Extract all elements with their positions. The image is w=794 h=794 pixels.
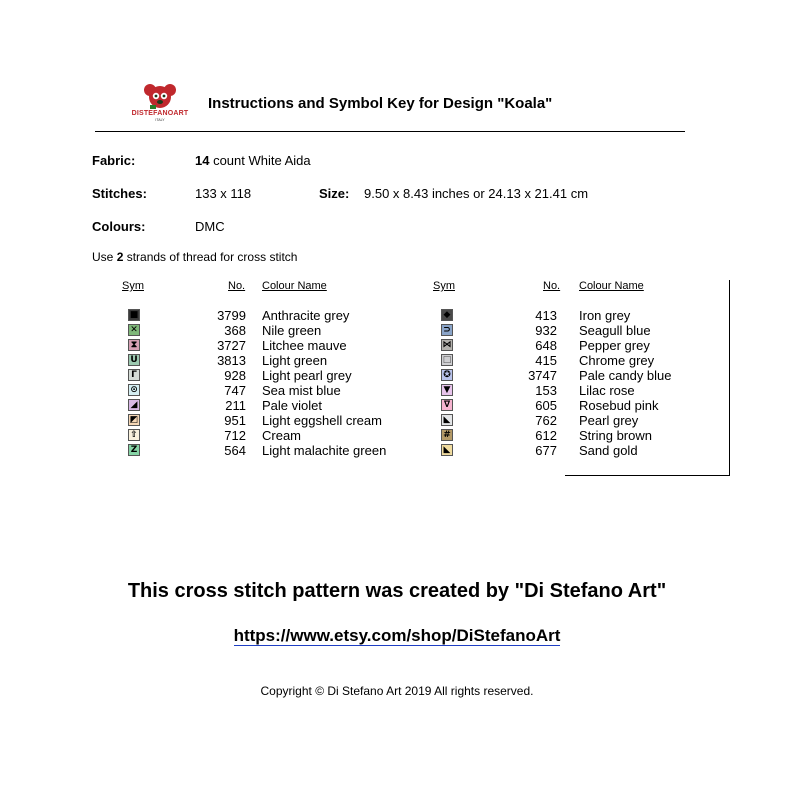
header-name-right: Colour Name xyxy=(579,280,644,292)
dmc-number: 762 xyxy=(535,413,557,428)
fabric-count: 14 xyxy=(195,153,210,168)
colour-name: Litchee mauve xyxy=(262,338,347,353)
dmc-number: 612 xyxy=(535,428,557,443)
colour-name: Light malachite green xyxy=(262,443,387,458)
stitch-symbol-icon xyxy=(441,369,453,381)
colour-name: Sea mist blue xyxy=(262,383,341,398)
colour-name: Pale candy blue xyxy=(579,368,672,383)
colour-name: Pearl grey xyxy=(579,413,639,428)
symbol-glyph: ◩ xyxy=(129,415,139,425)
dmc-number: 951 xyxy=(224,413,246,428)
colour-name: String brown xyxy=(579,428,652,443)
key-row xyxy=(122,383,422,398)
symbol-glyph: ⊃ xyxy=(443,325,451,335)
dmc-number: 368 xyxy=(224,323,246,338)
symbol-glyph: ■ xyxy=(129,310,139,320)
symbol-glyph: ⧗ xyxy=(130,340,138,350)
strands-instruction xyxy=(92,250,297,264)
key-row xyxy=(435,413,735,428)
dmc-number: 648 xyxy=(535,338,557,353)
key-row xyxy=(435,368,735,383)
symbol-glyph: ◆ xyxy=(443,310,451,320)
symbol-glyph: ◣ xyxy=(443,415,451,425)
brand-logo xyxy=(128,80,192,124)
stitch-symbol-icon xyxy=(128,309,140,321)
symbol-glyph: ◢ xyxy=(130,400,138,410)
symbol-glyph: ⋈ xyxy=(442,340,452,350)
symbol-glyph: ✕ xyxy=(130,325,138,335)
dmc-number: 415 xyxy=(535,353,557,368)
document-title: Instructions and Symbol Key for Design "Koala" xyxy=(208,95,553,112)
fabric-type: count White Aida xyxy=(209,153,311,168)
stitch-symbol-icon xyxy=(128,429,140,441)
key-row xyxy=(122,323,422,338)
shop-link-text[interactable]: https://www.etsy.com/shop/DiStefanoArt xyxy=(233,626,561,645)
stitch-symbol-icon xyxy=(128,384,140,396)
dmc-number: 211 xyxy=(225,398,246,413)
stitch-symbol-icon xyxy=(128,444,140,456)
stitch-symbol-icon xyxy=(441,444,453,456)
stitch-symbol-icon xyxy=(441,399,453,411)
stitch-symbol-icon xyxy=(128,324,140,336)
brand-name: DISTEFANOART xyxy=(131,110,189,117)
colour-name: Light pearl grey xyxy=(262,368,352,383)
colours-value: DMC xyxy=(195,219,225,234)
dmc-number: 747 xyxy=(224,383,246,398)
dmc-number: 153 xyxy=(535,383,557,398)
key-row xyxy=(435,443,735,458)
dmc-number: 3727 xyxy=(217,338,246,353)
stitch-symbol-icon xyxy=(128,354,140,366)
stitch-symbol-icon xyxy=(441,384,453,396)
fabric-label: Fabric: xyxy=(92,153,136,168)
dmc-number: 3747 xyxy=(528,368,557,383)
header-sym-right: Sym xyxy=(433,280,455,292)
key-row xyxy=(122,353,422,368)
key-row xyxy=(122,428,422,443)
strands-pre: Use xyxy=(92,250,117,264)
dmc-number: 677 xyxy=(535,443,557,458)
stitch-symbol-icon xyxy=(441,429,453,441)
size-label: Size: xyxy=(319,186,350,201)
key-row xyxy=(122,308,422,323)
symbol-glyph: ◣ xyxy=(443,445,451,455)
dmc-number: 712 xyxy=(224,428,246,443)
stitch-symbol-icon xyxy=(441,354,453,366)
stitches-label: Stitches: xyxy=(92,186,147,201)
header-no-right: No. xyxy=(543,280,561,292)
colour-name: Lilac rose xyxy=(579,383,635,398)
stitches-value: 133 x 118 xyxy=(195,186,252,201)
header-no-left: No. xyxy=(228,280,246,292)
key-box-right-border xyxy=(729,280,730,476)
dmc-number: 413 xyxy=(535,308,557,323)
symbol-glyph: Γ xyxy=(131,370,137,380)
key-row xyxy=(435,398,735,413)
dmc-number: 932 xyxy=(535,323,557,338)
dmc-number: 564 xyxy=(224,443,246,458)
symbol-glyph: U xyxy=(130,355,138,365)
stitch-symbol-icon xyxy=(441,339,453,351)
stitch-symbol-icon xyxy=(128,369,140,381)
symbol-glyph: ✪ xyxy=(443,370,451,380)
stitch-symbol-icon xyxy=(441,309,453,321)
symbol-glyph: ⊙ xyxy=(130,385,138,395)
key-row xyxy=(122,443,422,458)
koala-logo-icon xyxy=(128,80,192,112)
colour-name: Pale violet xyxy=(262,398,322,413)
colour-name: Cream xyxy=(262,428,302,443)
fabric-value xyxy=(195,153,311,168)
key-row xyxy=(122,338,422,353)
key-row xyxy=(122,398,422,413)
colour-name: Nile green xyxy=(262,323,322,338)
colour-name: Seagull blue xyxy=(579,323,651,338)
symbol-glyph: ⇧ xyxy=(130,430,138,440)
strands-count: 2 xyxy=(116,250,124,264)
key-row xyxy=(122,413,422,428)
colour-name: Anthracite grey xyxy=(262,308,350,323)
stitch-symbol-icon xyxy=(128,399,140,411)
stitch-symbol-icon xyxy=(128,414,140,426)
colour-name: Iron grey xyxy=(579,308,631,323)
colour-name: Chrome grey xyxy=(579,353,655,368)
key-row xyxy=(435,338,735,353)
key-row xyxy=(435,428,735,443)
credit-line: This cross stitch pattern was created by "Di Stefano Art" xyxy=(127,580,667,602)
colour-name: Pepper grey xyxy=(579,338,650,353)
stitch-symbol-icon xyxy=(128,339,140,351)
colour-name: Rosebud pink xyxy=(579,398,659,413)
stitch-symbol-icon xyxy=(441,324,453,336)
dmc-number: 3799 xyxy=(217,308,246,323)
symbol-glyph: # xyxy=(443,430,451,440)
colours-label: Colours: xyxy=(92,219,146,234)
copyright-notice: Copyright © Di Stefano Art 2019 All rights reserved. xyxy=(260,684,534,698)
shop-link[interactable] xyxy=(0,626,794,646)
key-row xyxy=(435,323,735,338)
key-row xyxy=(435,383,735,398)
dmc-number: 3813 xyxy=(217,353,246,368)
symbol-glyph: □ xyxy=(442,355,452,365)
key-row xyxy=(435,308,735,323)
colour-name: Light green xyxy=(262,353,328,368)
key-row xyxy=(122,368,422,383)
symbol-glyph: ▼ xyxy=(443,385,451,395)
title-divider xyxy=(95,131,685,132)
header-name-left: Colour Name xyxy=(262,280,327,292)
strands-post: strands of thread for cross stitch xyxy=(123,250,298,264)
size-value: 9.50 x 8.43 inches or 24.13 x 21.41 cm xyxy=(364,186,589,201)
header-sym-left: Sym xyxy=(122,280,144,292)
dmc-number: 605 xyxy=(535,398,557,413)
stitch-symbol-icon xyxy=(441,414,453,426)
colour-name: Light eggshell cream xyxy=(262,413,382,428)
colour-name: Sand gold xyxy=(579,443,638,458)
symbol-glyph: ∇ xyxy=(443,400,451,410)
symbol-glyph: Z xyxy=(130,445,138,455)
dmc-number: 928 xyxy=(224,368,246,383)
key-row xyxy=(435,353,735,368)
brand-subtitle: ITALY xyxy=(155,118,165,122)
key-box-bottom-border xyxy=(565,475,730,476)
